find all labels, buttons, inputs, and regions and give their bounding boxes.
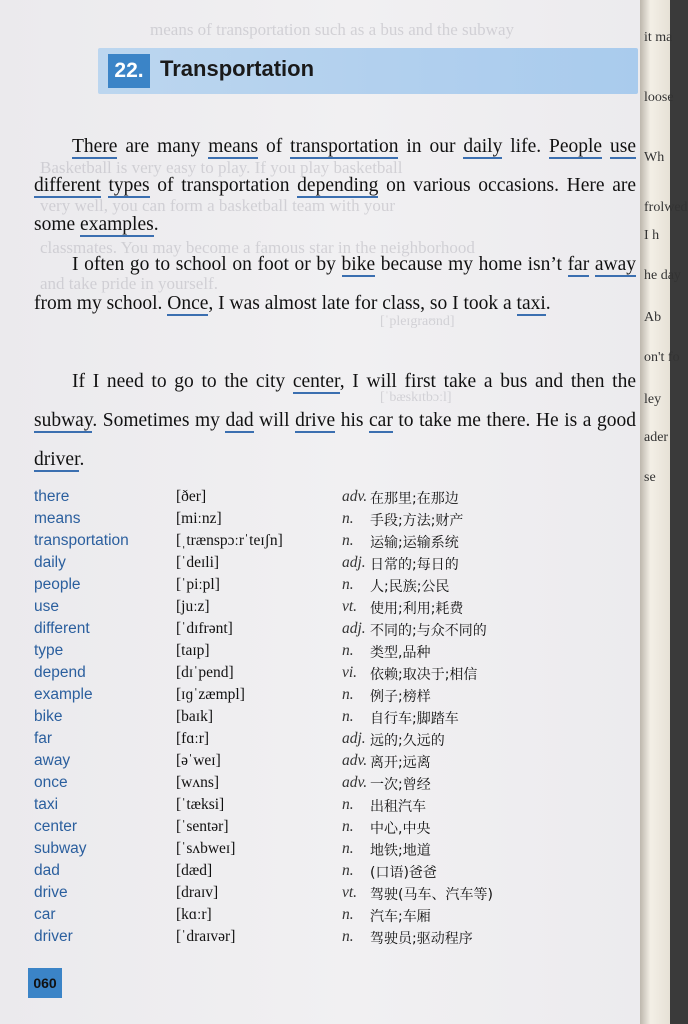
vocab-meaning: 离开;远离 bbox=[370, 755, 431, 771]
bleed-text: means of transportation such as a bus and the subway bbox=[150, 20, 514, 39]
vocab-word: drive bbox=[34, 884, 68, 901]
vocab-row bbox=[34, 664, 634, 686]
vocab-meaning: 不同的;与众不同的 bbox=[370, 623, 487, 639]
passage-paragraph-2: I often go to school on foot or by bike because my home isn’t far away from my school. Once, I was almost late for class, so I took a taxi. bbox=[34, 254, 637, 314]
vocab-underlined-word: subway bbox=[34, 410, 93, 431]
vocab-meaning: 远的;久远的 bbox=[370, 733, 445, 749]
vocab-meaning: 运输;运输系统 bbox=[370, 535, 459, 551]
vocab-row bbox=[34, 928, 634, 950]
adjacent-page-text: on't fo bbox=[644, 350, 680, 365]
vocab-meaning: 出租汽车 bbox=[370, 799, 426, 815]
vocab-phonetic: [wʌns] bbox=[176, 774, 220, 791]
vocab-underlined-word: depending bbox=[297, 175, 379, 196]
vocab-underlined-word: use bbox=[610, 136, 636, 157]
vocab-underlined-word: transportation bbox=[290, 136, 399, 157]
vocab-word: dad bbox=[34, 862, 60, 879]
bleed-text: Basketball is very easy to play. If you play basketball bbox=[40, 158, 403, 177]
vocab-underlined-word: There bbox=[72, 136, 118, 157]
vocab-row bbox=[34, 510, 634, 532]
vocab-underlined-word: examples bbox=[80, 214, 154, 235]
vocab-underlined-word: away bbox=[594, 254, 637, 275]
vocab-underlined-word: types bbox=[108, 175, 150, 196]
vocab-phonetic: [ˈsentər] bbox=[176, 818, 229, 835]
vocab-word: example bbox=[34, 686, 93, 703]
vocab-phonetic: [miːnz] bbox=[176, 510, 222, 527]
vocab-part-of-speech: n. bbox=[342, 708, 354, 725]
vocab-part-of-speech: n. bbox=[342, 510, 354, 527]
vocab-phonetic: [ˈdraɪvər] bbox=[176, 928, 236, 945]
vocab-phonetic: [ˈsʌbweɪ] bbox=[176, 840, 236, 857]
vocab-phonetic: [ˈpiːpl] bbox=[176, 576, 220, 593]
vocab-meaning: 地铁;地道 bbox=[370, 843, 431, 859]
vocab-part-of-speech: n. bbox=[342, 686, 354, 703]
vocab-part-of-speech: n. bbox=[342, 840, 354, 857]
vocab-meaning: 在那里;在那边 bbox=[370, 491, 459, 507]
vocab-word: means bbox=[34, 510, 81, 527]
vocab-row bbox=[34, 818, 634, 840]
vocab-meaning: 日常的;每日的 bbox=[370, 557, 459, 573]
vocab-phonetic: [taɪp] bbox=[176, 642, 210, 659]
adjacent-page-text: it ma bbox=[644, 30, 673, 45]
vocab-row bbox=[34, 884, 634, 906]
vocab-word: taxi bbox=[34, 796, 59, 813]
vocab-row bbox=[34, 576, 634, 598]
vocab-row bbox=[34, 532, 634, 554]
vocab-underlined-word: daily bbox=[463, 136, 503, 157]
bleed-text: classmates. You may become a famous star in the neighborhood bbox=[40, 238, 475, 257]
adjacent-page-text: ley bbox=[644, 392, 662, 407]
vocab-part-of-speech: n. bbox=[342, 532, 354, 549]
vocab-underlined-word: drive bbox=[295, 410, 336, 431]
vocab-row bbox=[34, 642, 634, 664]
vocab-phonetic: [dæd] bbox=[176, 862, 213, 879]
vocab-underlined-word: means bbox=[208, 136, 259, 157]
vocab-word: transportation bbox=[34, 532, 129, 549]
vocab-row bbox=[34, 840, 634, 862]
vocab-row bbox=[34, 796, 634, 818]
adjacent-page-text: Ab bbox=[644, 310, 662, 325]
bleed-text: [ˈpleɪgraʊnd] bbox=[380, 314, 455, 329]
vocab-meaning: 驾驶员;驱动程序 bbox=[370, 931, 473, 947]
vocab-part-of-speech: n. bbox=[342, 642, 354, 659]
vocab-underlined-word: Once bbox=[167, 293, 209, 314]
vocab-meaning: 类型,品种 bbox=[370, 645, 431, 661]
vocab-word: once bbox=[34, 774, 68, 791]
vocab-part-of-speech: n. bbox=[342, 862, 354, 879]
vocab-underlined-word: driver bbox=[34, 449, 80, 470]
vocab-phonetic: [ˈdɪfrənt] bbox=[176, 620, 233, 637]
vocab-row bbox=[34, 752, 634, 774]
vocab-phonetic: [ˈtæksi] bbox=[176, 796, 225, 813]
unit-title: Transportation bbox=[160, 56, 315, 81]
vocab-underlined-word: taxi bbox=[516, 293, 546, 314]
adjacent-page-text: I h bbox=[644, 228, 660, 243]
vocab-word: center bbox=[34, 818, 78, 835]
vocab-word: away bbox=[34, 752, 71, 769]
vocab-row bbox=[34, 708, 634, 730]
vocab-phonetic: [juːz] bbox=[176, 598, 210, 615]
vocab-row bbox=[34, 862, 634, 884]
vocab-part-of-speech: n. bbox=[342, 818, 354, 835]
unit-number-badge: 22. bbox=[108, 54, 150, 88]
vocab-part-of-speech: n. bbox=[342, 906, 354, 923]
adjacent-page-text: Wh bbox=[644, 150, 665, 165]
vocab-word: daily bbox=[34, 554, 66, 571]
vocab-row bbox=[34, 554, 634, 576]
vocab-meaning: 使用;利用;耗费 bbox=[370, 601, 464, 617]
passage-paragraph-3: If I need to go to the city center, I will first take a bus and then the subway. Sometimes my dad will drive his car to take me there. He is a good driver. bbox=[34, 371, 636, 470]
vocab-meaning: 中心,中央 bbox=[370, 821, 431, 837]
vocab-part-of-speech: vt. bbox=[342, 884, 358, 901]
vocab-word: subway bbox=[34, 840, 87, 857]
vocab-row bbox=[34, 488, 634, 510]
vocab-row bbox=[34, 906, 634, 928]
vocab-word: use bbox=[34, 598, 59, 615]
adjacent-page-text: ader bbox=[644, 430, 669, 445]
vocab-underlined-word: car bbox=[369, 410, 393, 431]
vocab-row bbox=[34, 774, 634, 796]
vocab-row bbox=[34, 620, 634, 642]
vocab-phonetic: [ðer] bbox=[176, 488, 207, 505]
vocab-meaning: 手段;方法;财产 bbox=[370, 513, 464, 529]
vocab-part-of-speech: vt. bbox=[342, 598, 358, 615]
vocab-phonetic: [ɪɡˈzæmpl] bbox=[176, 686, 245, 703]
vocab-word: people bbox=[34, 576, 81, 593]
vocab-part-of-speech: adj. bbox=[342, 730, 366, 747]
vocabulary-list bbox=[34, 488, 634, 950]
vocab-meaning: 人;民族;公民 bbox=[370, 579, 450, 595]
bleed-text: [ˈbæskɪtbɔːl] bbox=[380, 390, 452, 405]
bleed-text: and take pride in yourself. bbox=[40, 274, 218, 293]
vocab-part-of-speech: adj. bbox=[342, 620, 366, 637]
vocab-part-of-speech: n. bbox=[342, 576, 354, 593]
vocab-part-of-speech: adv. bbox=[342, 752, 368, 769]
vocab-underlined-word: dad bbox=[225, 410, 254, 431]
vocab-underlined-word: different bbox=[34, 175, 101, 196]
passage-paragraph-1: There are many means of transportation in our daily life. People use different types of transportation depending on various occasions. Here are some examples. bbox=[34, 136, 637, 235]
adjacent-page-text: frolwed bbox=[644, 200, 688, 215]
vocab-row bbox=[34, 730, 634, 752]
vocab-word: type bbox=[34, 642, 64, 659]
vocab-meaning: 自行车;脚踏车 bbox=[370, 711, 459, 727]
vocab-phonetic: [ˌtrænspɔːrˈteɪʃn] bbox=[176, 532, 283, 549]
vocab-part-of-speech: vi. bbox=[342, 664, 358, 681]
adjacent-page-text: se bbox=[644, 470, 656, 485]
vocab-part-of-speech: adv. bbox=[342, 488, 368, 505]
vocab-part-of-speech: adv. bbox=[342, 774, 368, 791]
vocab-underlined-word: bike bbox=[341, 254, 376, 275]
vocab-phonetic: [dɪˈpend] bbox=[176, 664, 234, 681]
vocab-phonetic: [əˈweɪ] bbox=[176, 752, 221, 769]
vocab-meaning: (口语)爸爸 bbox=[370, 865, 437, 881]
vocab-part-of-speech: n. bbox=[342, 796, 354, 813]
bleed-text: very well, you can form a basketball team with your bbox=[40, 196, 395, 215]
adjacent-page-edge bbox=[640, 0, 688, 1024]
vocab-underlined-word: far bbox=[567, 254, 590, 275]
vocab-phonetic: [kɑːr] bbox=[176, 906, 212, 923]
vocab-word: different bbox=[34, 620, 90, 637]
vocab-phonetic: [ˈdeɪli] bbox=[176, 554, 220, 571]
vocab-word: car bbox=[34, 906, 56, 923]
vocab-phonetic: [draɪv] bbox=[176, 884, 219, 901]
vocab-underlined-word: center bbox=[292, 371, 340, 392]
vocab-part-of-speech: adj. bbox=[342, 554, 366, 571]
page-number: 060 bbox=[28, 968, 62, 998]
vocab-meaning: 驾驶(马车、汽车等) bbox=[370, 887, 493, 903]
vocab-phonetic: [fɑːr] bbox=[176, 730, 210, 747]
vocab-underlined-word: People bbox=[549, 136, 603, 157]
vocab-word: depend bbox=[34, 664, 86, 681]
vocab-phonetic: [baɪk] bbox=[176, 708, 214, 725]
vocab-row bbox=[34, 598, 634, 620]
vocab-word: bike bbox=[34, 708, 63, 725]
vocab-row bbox=[34, 686, 634, 708]
vocab-word: far bbox=[34, 730, 53, 747]
adjacent-page-text: loose bbox=[644, 90, 674, 105]
vocab-word: there bbox=[34, 488, 70, 505]
vocab-meaning: 例子;榜样 bbox=[370, 689, 431, 705]
vocab-part-of-speech: n. bbox=[342, 928, 354, 945]
vocab-meaning: 汽车;车厢 bbox=[370, 909, 431, 925]
vocab-meaning: 一次;曾经 bbox=[370, 777, 431, 793]
vocab-word: driver bbox=[34, 928, 73, 945]
adjacent-page-text: he day bbox=[644, 268, 681, 283]
vocab-meaning: 依赖;取决于;相信 bbox=[370, 667, 478, 683]
